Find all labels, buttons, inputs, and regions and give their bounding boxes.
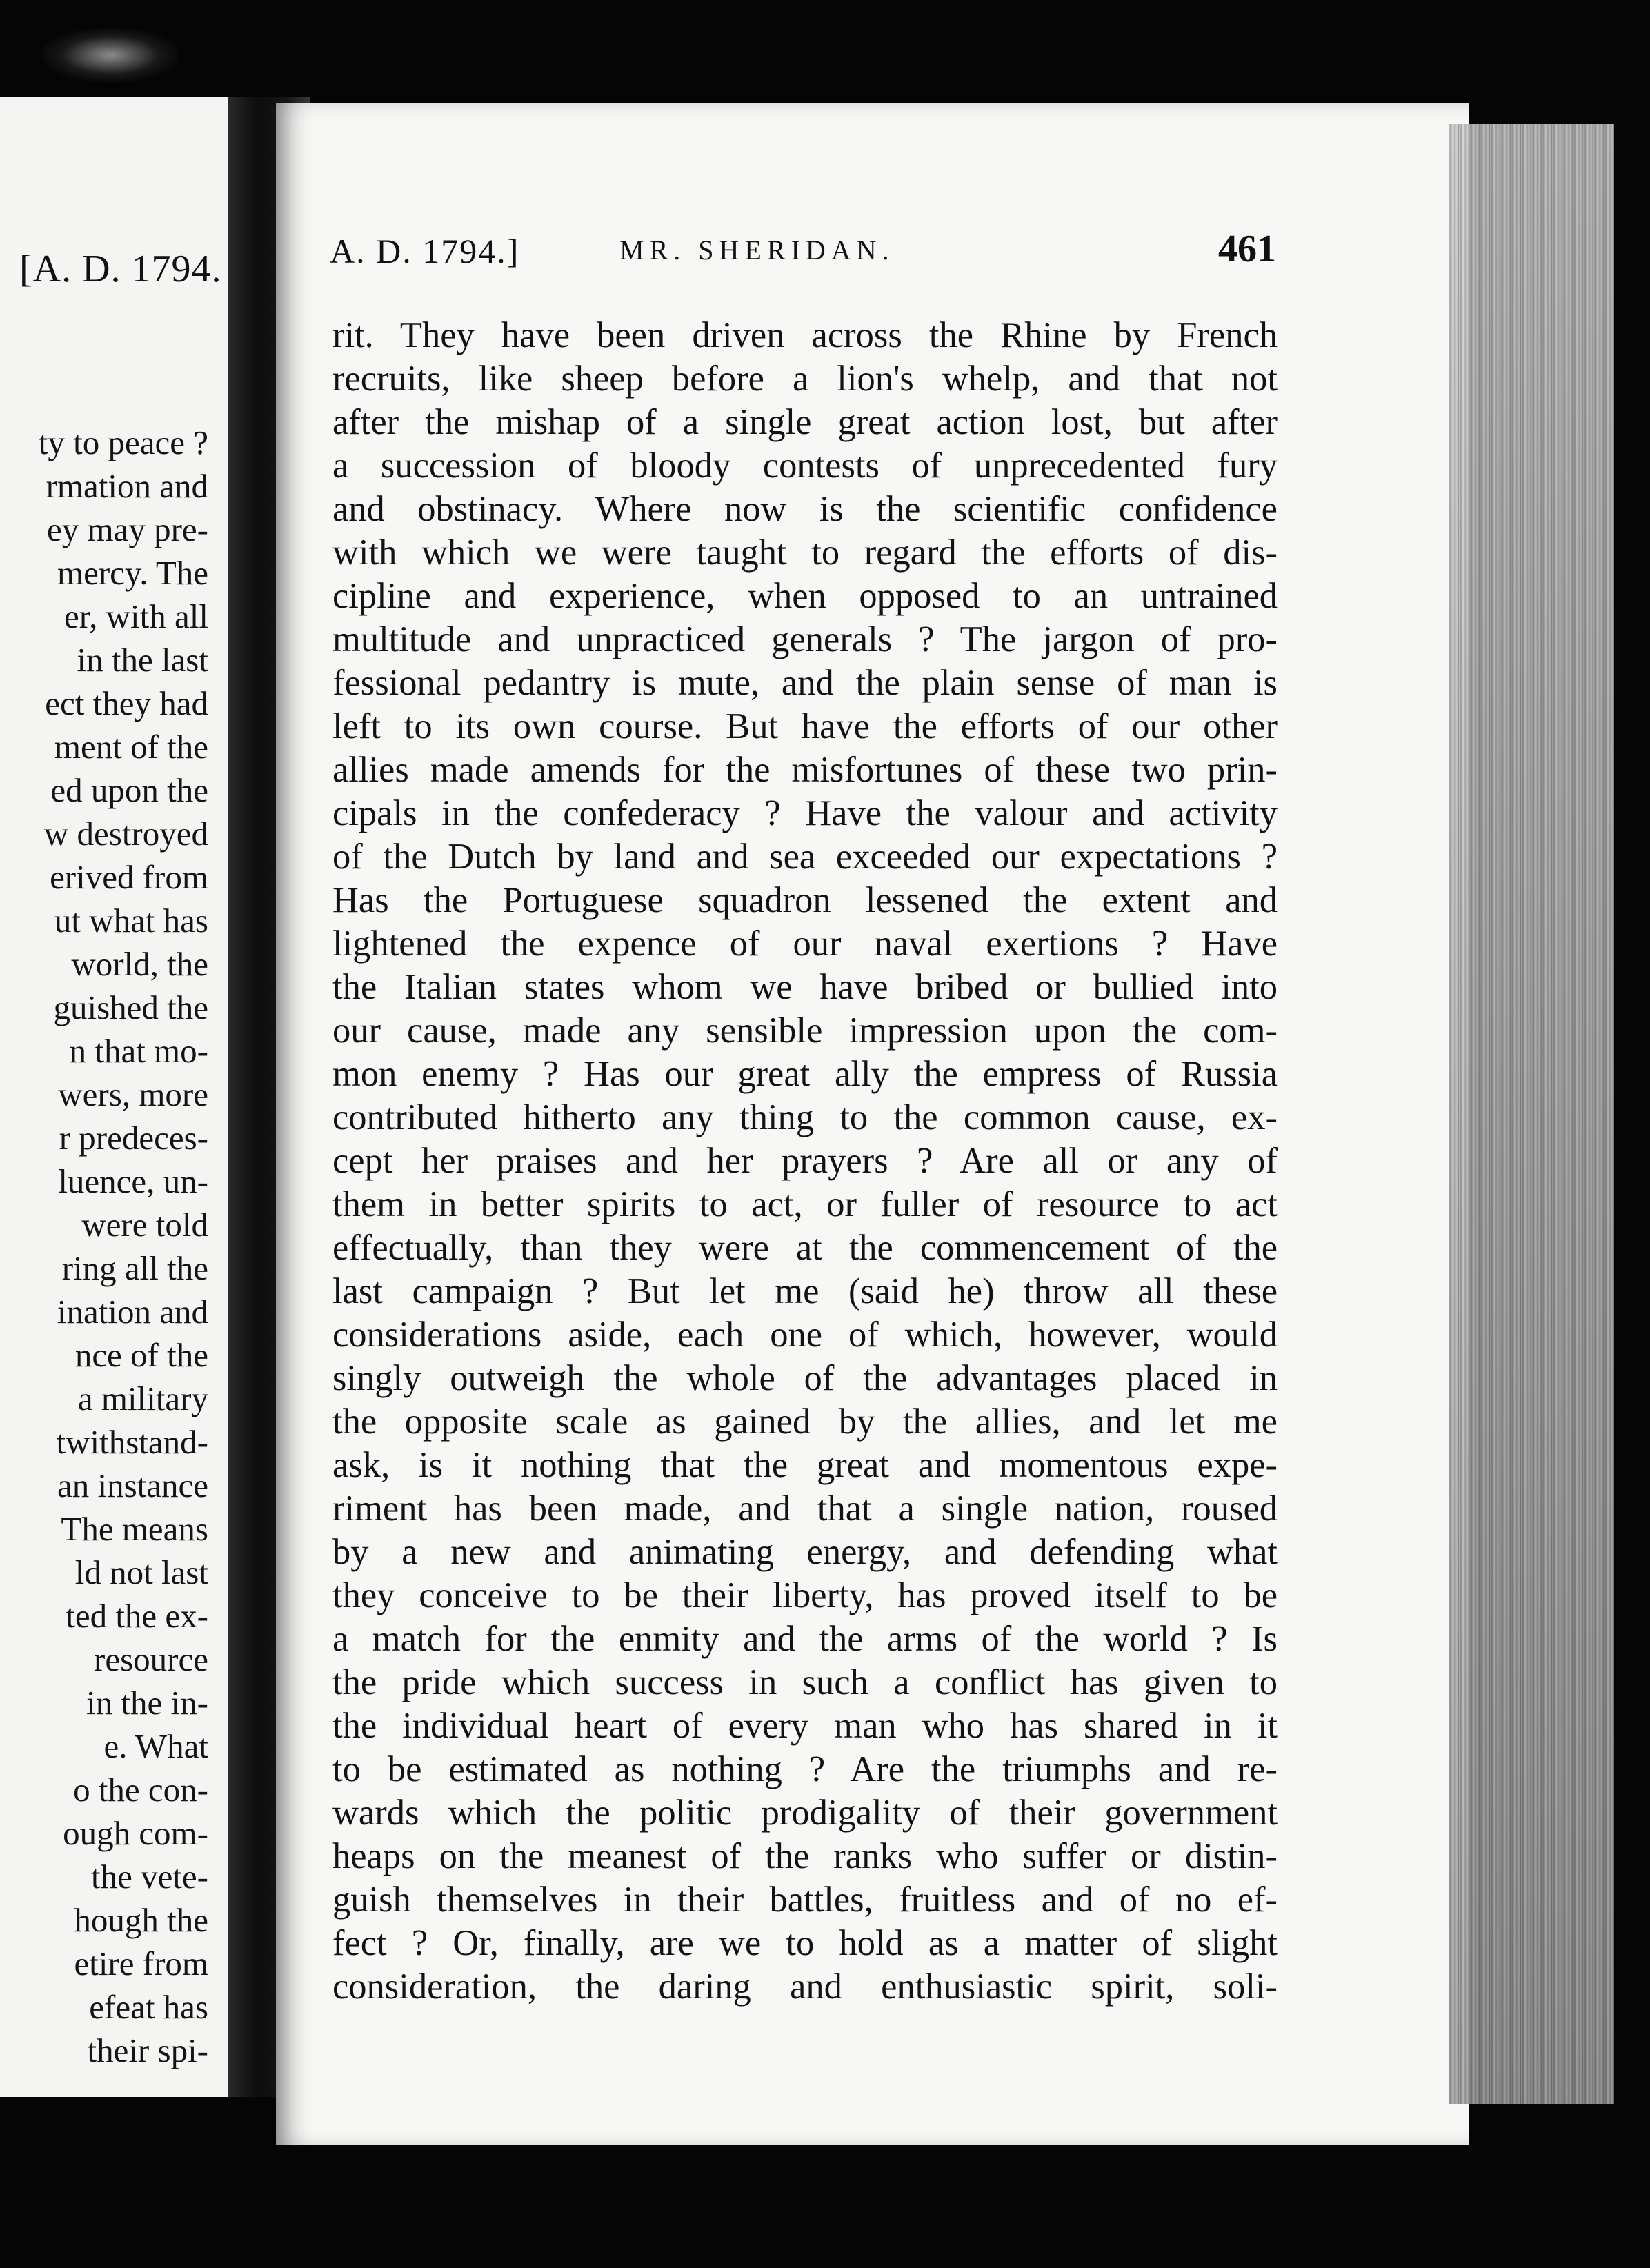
text-line: of the Dutch by land and sea exceeded our expectations ?: [332, 837, 1278, 877]
text-line: rit. They have been driven across the Rhine by French: [332, 315, 1278, 355]
text-line: allies made amends for the misfortunes of these two prin-: [332, 750, 1278, 790]
facing-page-line: in the last: [77, 641, 208, 679]
text-line: left to its own course. But have the efforts of our other: [332, 706, 1278, 746]
text-line: a succession of bloody contests of unprecedented fury: [332, 446, 1278, 486]
text-line: a match for the enmity and the arms of the world ? Is: [332, 1619, 1278, 1659]
facing-page-line: ination and: [57, 1293, 208, 1331]
page-body-text: [332, 314, 1278, 2009]
facing-page-line: nce of the: [74, 1336, 208, 1374]
running-head: [330, 228, 1276, 279]
facing-page-line: an instance: [57, 1466, 208, 1504]
facing-page-line: ect they had: [45, 684, 208, 722]
text-line: heaps on the meanest of the ranks who suffer or distin-: [332, 1836, 1278, 1876]
facing-page-line: er, with all: [64, 597, 208, 635]
facing-page-line: the vete-: [90, 1858, 208, 1896]
facing-page-line: r predeces-: [59, 1119, 208, 1157]
text-line: mon enemy ? Has our great ally the empress of Russia: [332, 1054, 1278, 1094]
facing-page-running-head: [A. D. 1794.: [19, 248, 222, 290]
facing-page-line: ted the ex-: [66, 1597, 208, 1635]
facing-page-line: efeat has: [89, 1988, 208, 2026]
text-line: multitude and unpracticed generals ? The jargon of pro-: [332, 619, 1278, 659]
text-line: fessional pedantry is mute, and the plain sense of man is: [332, 663, 1278, 703]
text-line: them in better spirits to act, or fuller of resource to act: [332, 1184, 1278, 1224]
text-line: the individual heart of every man who has shared in it: [332, 1706, 1278, 1746]
text-line: the opposite scale as gained by the allies, and let me: [332, 1402, 1278, 1442]
text-line: cept her praises and her prayers ? Are all or any of: [332, 1141, 1278, 1181]
text-line: by a new and animating energy, and defending what: [332, 1532, 1278, 1572]
text-line: recruits, like sheep before a lion's whelp, and that not: [332, 359, 1278, 399]
text-line: they conceive to be their liberty, has proved itself to be: [332, 1575, 1278, 1615]
facing-page-line: n that mo-: [69, 1032, 208, 1070]
text-line: cipline and experience, when opposed to an untrained: [332, 576, 1278, 616]
facing-page-line: w destroyed: [43, 815, 208, 853]
text-line: and obstinacy. Where now is the scientific confidence: [332, 489, 1278, 529]
facing-page-line: etire from: [74, 1944, 208, 1982]
facing-page-line: were told: [81, 1206, 208, 1244]
text-line: wards which the politic prodigality of their government: [332, 1793, 1278, 1833]
running-head-title: MR. SHERIDAN.: [619, 235, 895, 266]
facing-page-line: guished the: [53, 988, 208, 1026]
text-line: the pride which success in such a conflict has given to: [332, 1662, 1278, 1702]
facing-page-line: ed upon the: [50, 771, 208, 809]
facing-page-line: erived from: [50, 858, 208, 896]
text-line: to be estimated as nothing ? Are the triumphs and re-: [332, 1749, 1278, 1789]
text-line: last campaign ? But let me (said he) throw all these: [332, 1271, 1278, 1311]
facing-page-line: a military: [77, 1380, 208, 1418]
facing-page-line: resource: [94, 1640, 208, 1678]
facing-page-line: hough the: [74, 1901, 208, 1939]
facing-page-line: rmation and: [46, 467, 208, 505]
text-line: Has the Portuguese squadron lessened the extent and: [332, 880, 1278, 920]
text-line: contributed hitherto any thing to the common cause, ex-: [332, 1097, 1278, 1137]
text-line: fect ? Or, finally, are we to hold as a matter of slight: [332, 1923, 1278, 1963]
facing-page-line: their spi-: [87, 2031, 208, 2069]
facing-page-line: o the con-: [73, 1771, 208, 1809]
running-head-date: A. D. 1794.]: [330, 232, 520, 270]
facing-page-line: in the in-: [86, 1684, 208, 1722]
text-line: considerations aside, each one of which, however, would: [332, 1315, 1278, 1355]
scan-smudge: [41, 28, 179, 83]
text-line: our cause, made any sensible impression upon the com-: [332, 1011, 1278, 1051]
text-line: consideration, the daring and enthusiastic spirit, soli-: [332, 1967, 1278, 2007]
facing-page-line: ring all the: [61, 1249, 208, 1287]
facing-page-line: ut what has: [54, 902, 208, 939]
facing-page-line: ough com-: [63, 1814, 208, 1852]
text-line: guish themselves in their battles, fruitless and of no ef-: [332, 1880, 1278, 1920]
text-line: singly outweigh the whole of the advantages placed in: [332, 1358, 1278, 1398]
text-line: cipals in the confederacy ? Have the valour and activity: [332, 793, 1278, 833]
text-line: ask, is it nothing that the great and momentous expe-: [332, 1445, 1278, 1485]
facing-page-line: mercy. The: [57, 554, 208, 592]
facing-page-line: e. What: [103, 1727, 208, 1765]
text-line: effectually, than they were at the commencement of the: [332, 1228, 1278, 1268]
text-line: lightened the expence of our naval exertions ? Have: [332, 924, 1278, 964]
facing-page-text: [0, 421, 208, 2072]
facing-page-line: ment of the: [54, 728, 208, 766]
facing-page-line: ld not last: [74, 1553, 208, 1591]
text-line: with which we were taught to regard the efforts of dis-: [332, 533, 1278, 573]
facing-page-line: ey may pre-: [47, 510, 208, 548]
facing-page-line: twithstand-: [56, 1423, 208, 1461]
page-edges: [1449, 124, 1614, 2104]
page-number: 461: [1218, 228, 1276, 270]
facing-page-line: ty to peace ?: [38, 424, 208, 461]
facing-page-line: The means: [61, 1510, 208, 1548]
facing-page-line: luence, un-: [58, 1162, 208, 1200]
facing-page-line: wers, more: [58, 1075, 208, 1113]
text-line: riment has been made, and that a single nation, roused: [332, 1489, 1278, 1529]
facing-page-line: world, the: [71, 945, 208, 983]
text-line: the Italian states whom we have bribed or bullied into: [332, 967, 1278, 1007]
text-line: after the mishap of a single great action lost, but after: [332, 402, 1278, 442]
facing-page-left: [0, 97, 228, 2097]
